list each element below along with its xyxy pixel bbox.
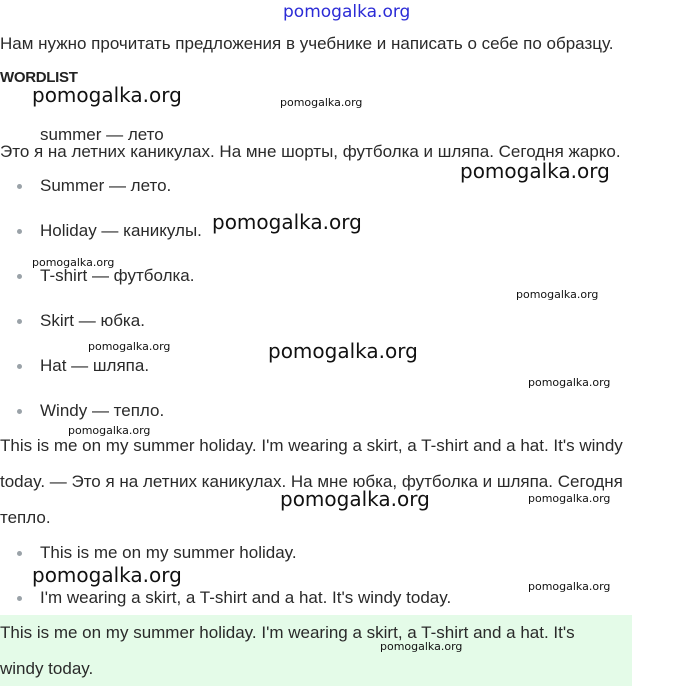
watermark: pomogalka.org <box>268 339 418 363</box>
site-logo-link[interactable]: pomogalka.org <box>283 2 411 22</box>
watermark: pomogalka.org <box>32 256 115 269</box>
watermark: pomogalka.org <box>212 210 362 234</box>
answer-line-3: тепло. <box>0 508 51 527</box>
final-answer-line-2: windy today. <box>0 659 94 678</box>
watermark: pomogalka.org <box>380 640 463 653</box>
watermark: pomogalka.org <box>32 83 182 107</box>
example-translation: Это я на летних каникулах. На мне шорты, футболка и шляпа. Сегодня жарко. <box>0 142 621 161</box>
watermark: pomogalka.org <box>516 288 599 301</box>
wordlist-heading: WORDLIST <box>0 69 78 86</box>
watermark: pomogalka.org <box>280 96 363 109</box>
bullet-icon <box>17 364 22 369</box>
bullet-icon <box>17 551 22 556</box>
watermark: pomogalka.org <box>88 340 171 353</box>
watermark: pomogalka.org <box>460 159 610 183</box>
bullet-icon <box>17 409 22 414</box>
intro-text: Нам нужно прочитать предложения в учебнике и написать о себе по образцу. <box>0 34 614 53</box>
watermark: pomogalka.org <box>528 580 611 593</box>
watermark: pomogalka.org <box>528 376 611 389</box>
watermark: pomogalka.org <box>32 563 182 587</box>
watermark: pomogalka.org <box>528 492 611 505</box>
clipped-list-item: summer — лето <box>40 125 164 144</box>
answer-line-1: This is me on my summer holiday. I'm wearing a skirt, a T-shirt and a hat. It's windy <box>0 436 623 455</box>
watermark: pomogalka.org <box>68 424 151 437</box>
answer-line-2: today. — Это я на летних каникулах. На мне юбка, футболка и шляпа. Сегодня <box>0 472 623 491</box>
final-answer-line-1: This is me on my summer holiday. I'm wearing a skirt, a T-shirt and a hat. It's <box>0 623 575 642</box>
bullet-icon <box>17 319 22 324</box>
final-answer-box <box>0 615 632 686</box>
bullet-icon <box>17 274 22 279</box>
watermark: pomogalka.org <box>280 487 430 511</box>
bullet-icon <box>17 596 22 601</box>
bullet-icon <box>17 229 22 234</box>
bullet-icon <box>17 184 22 189</box>
